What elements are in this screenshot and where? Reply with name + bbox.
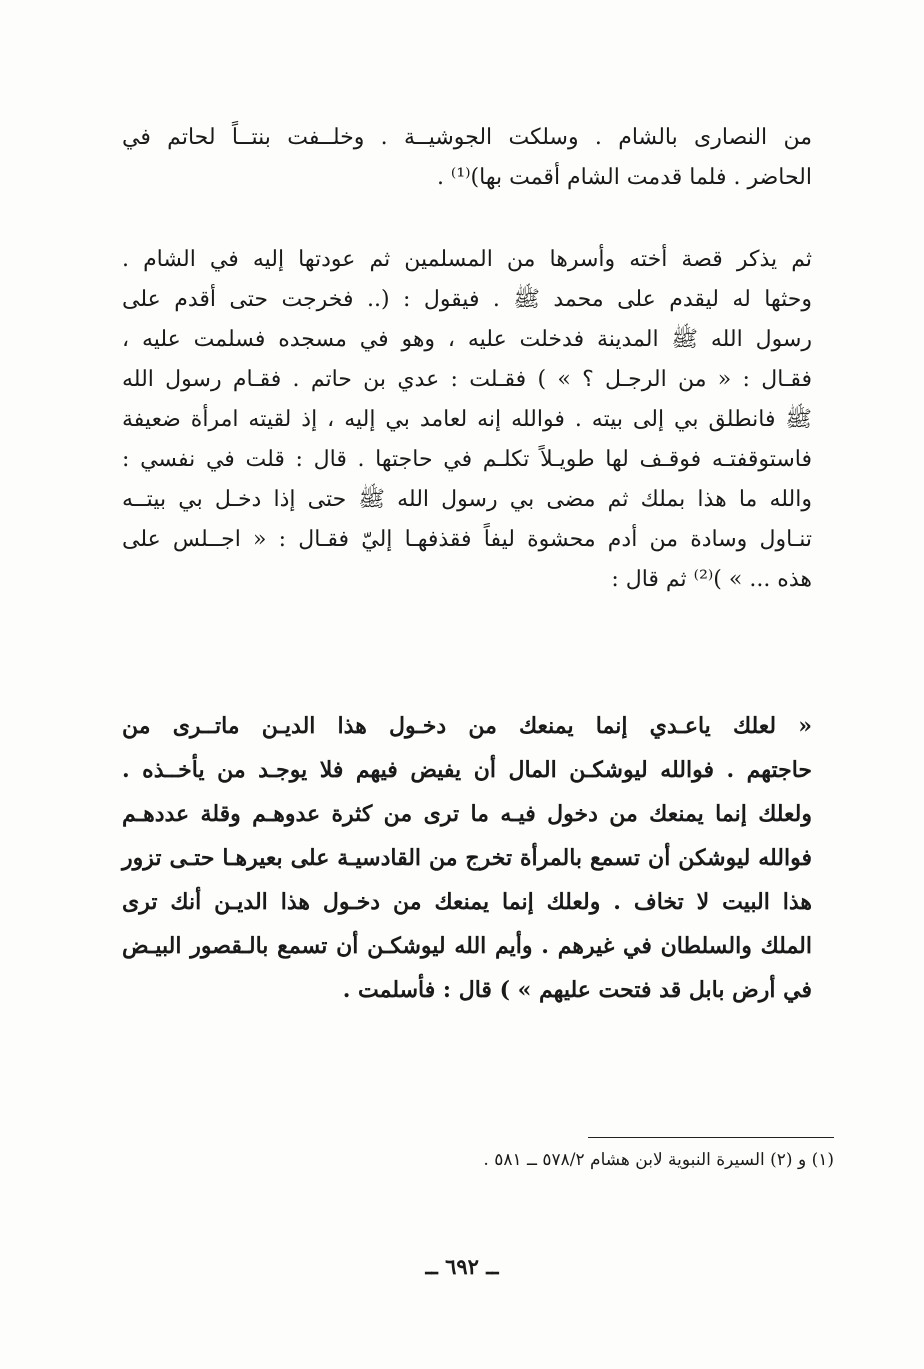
- text-line: هذه ... » )⁽²⁾ ثم قال :: [611, 567, 812, 592]
- text-line: وحثها له ليقدم على محمد ﷺ . فيقول : (.. فخرجت حتى أقدم على: [122, 287, 812, 312]
- text-line: فقـال : « من الرجـل ؟ » ) فقـلت : عدي بن حاتم . فقـام رسول الله: [122, 367, 812, 392]
- text-line: في أرض بابل قد فتحت عليهم » ) قال : فأسلمت .: [342, 977, 812, 1003]
- page-number: ــ ٦٩٢ ــ: [425, 1254, 499, 1279]
- text-line: الحاضر . فلما قدمت الشام أقمت بها)⁽¹⁾ .: [436, 165, 812, 190]
- text-line: ﷺ فانطلق بي إلى بيته . فوالله إنه لعامد بي إليه ، إذ لقيته امرأة ضعيفة: [122, 407, 812, 432]
- text-line: حاجتهم . فوالله ليوشكـن المال أن يفيض فيهم فلا يوجـد من يأخــذه .: [122, 757, 812, 783]
- text-line: الملك والسلطان في غيرهم . وأيم الله ليوشكـن أن تسمع بالـقصور البيـض: [122, 933, 812, 959]
- text-line: ثم يذكر قصة أخته وأسرها من المسلمين ثم عودتها إليه في الشام .: [122, 247, 812, 272]
- text-line: فوالله ليوشكن أن تسمع بالمرأة تخرج من القادسيـة على بعيرهـا حتـى تزور: [122, 845, 812, 871]
- text-line: تنـاول وسادة من أدم محشوة ليفاً فقذفهـا إليّ فقـال : « اجــلس على: [122, 527, 812, 552]
- footnote: (١) و (٢) السيرة النبوية لابن هشام ٥٧٨/٢ ــ ٥٨١ .: [483, 1150, 834, 1170]
- paragraph-3: [122, 704, 812, 1012]
- text-line: فاستوقفتـه فوقـف لها طويـلاً تكلـم في حاجتها . قال : قلت في نفسي :: [122, 447, 812, 472]
- text-line: من النصارى بالشام . وسلكت الجوشيــة . وخلــفت بنتــاً لحاتم في: [122, 125, 812, 150]
- text-line: والله ما هذا بملك ثم مضى بي رسول الله ﷺ حتى إذا دخـل بي بيتــه: [122, 487, 812, 512]
- text-line: « لعلك ياعـدي إنما يمنعك من دخـول هذا الديـن ماتــرى من: [122, 713, 812, 739]
- paragraph-1: [122, 118, 812, 198]
- text-line: رسول الله ﷺ المدينة فدخلت عليه ، وهو في مسجده فسلمت عليه ،: [122, 327, 812, 352]
- paragraph-2: [122, 240, 812, 600]
- footnote-divider: [588, 1137, 834, 1138]
- text-line: ولعلك إنما يمنعك من دخول فيـه ما ترى من كثرة عدوهـم وقلة عددهـم: [122, 801, 812, 827]
- text-line: هذا البيت لا تخاف . ولعلك إنما يمنعك من دخـول هذا الديـن أنك ترى: [122, 889, 812, 915]
